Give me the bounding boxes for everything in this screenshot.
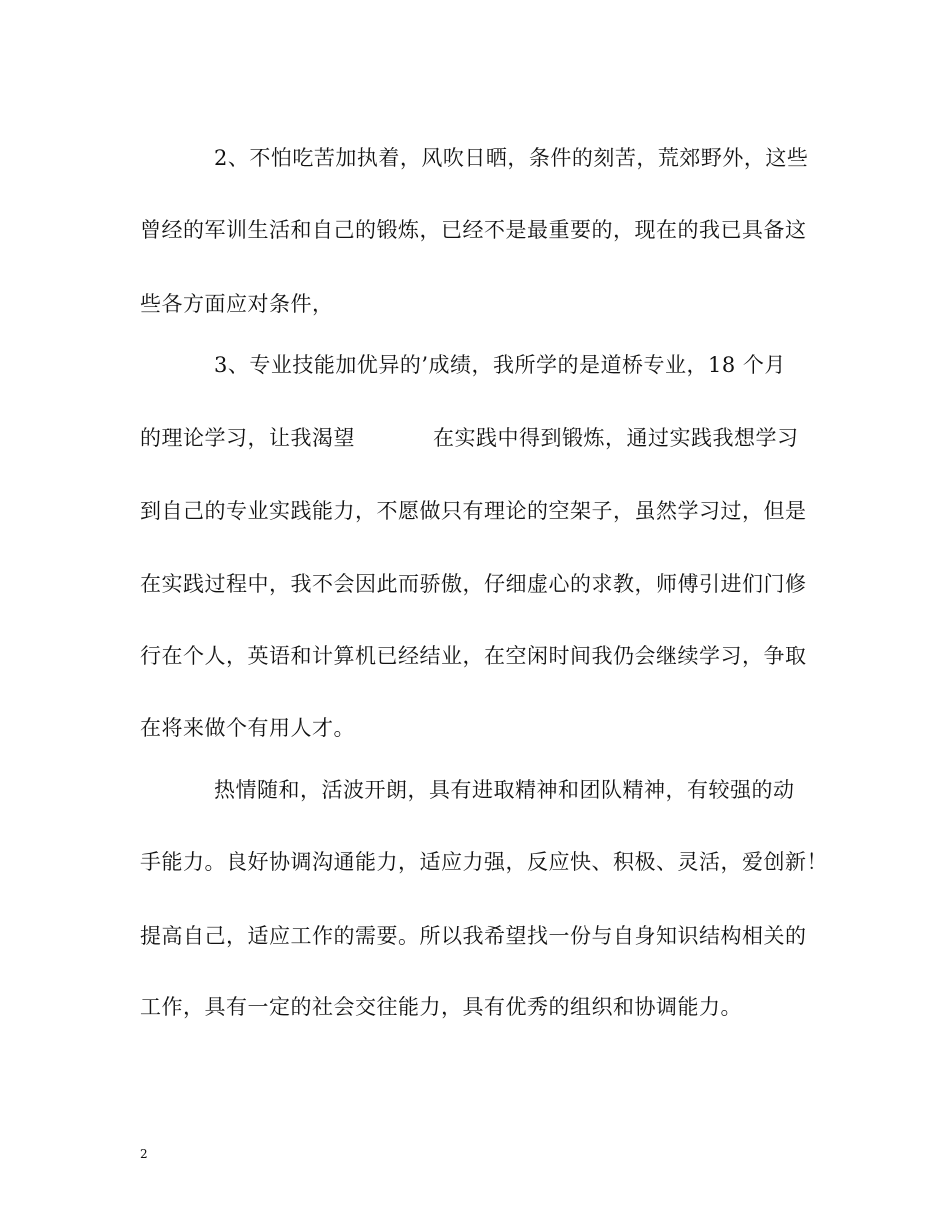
text-line-8: 行在个人，英语和计算机已经结业，在空闲时间我仍会继续学习，争取	[140, 644, 807, 668]
text-line-7: 在实践过程中，我不会因此而骄傲，仔细虚心的求教，师傅引进们门修	[140, 572, 807, 596]
text-line-3: 些各方面应对条件，	[140, 292, 334, 316]
text-line-12: 提高自己，适应工作的需要。所以我希望找一份与自身知识结构相关的	[140, 924, 807, 948]
text-line-9: 在将来做个有用人才。	[140, 716, 355, 740]
text-line-10: 热情随和，活波开朗，具有进取精神和团队精神，有较强的动	[214, 778, 795, 802]
text-line-1: 2、不怕吃苦加执着，风吹日晒，条件的刻苦，荒郊野外，这些	[214, 146, 809, 170]
text-line-13: 工作，具有一定的社会交往能力，具有优秀的组织和协调能力。	[140, 995, 742, 1019]
text-line-5-part-1: 的理论学习，让我渴望	[140, 426, 355, 450]
text-line-11: 手能力。良好协调沟通能力，适应力强，反应快、积极、灵活，爱创新！	[140, 850, 828, 874]
text-line-5-part-2: 在实践中得到锻炼，通过实践我想学习	[433, 426, 799, 450]
text-line-5	[140, 423, 799, 453]
text-line-6: 到自己的专业实践能力，不愿做只有理论的空架子，虽然学习过，但是	[140, 499, 807, 523]
page-number: 2	[140, 1147, 148, 1161]
text-line-2: 曾经的军训生活和自己的锻炼，已经不是最重要的，现在的我已具备这	[140, 218, 807, 242]
text-line-4: 3、专业技能加优异的’成绩，我所学的是道桥专业，18 个月	[214, 353, 786, 377]
